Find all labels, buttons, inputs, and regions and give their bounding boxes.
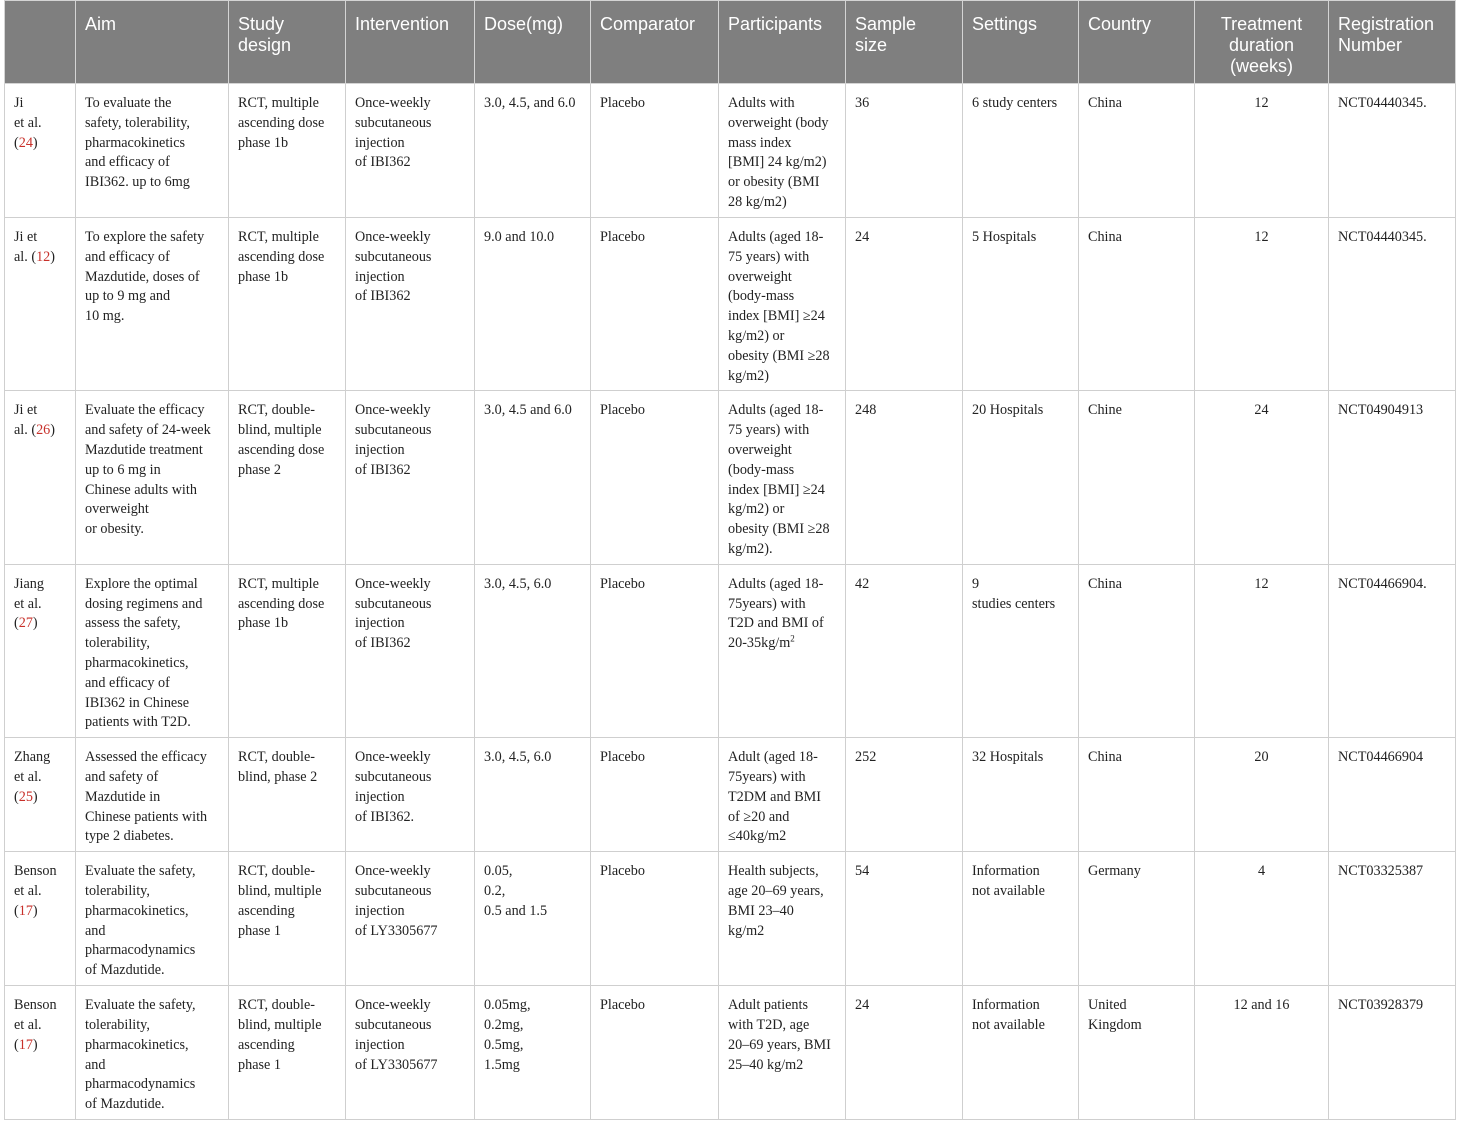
- treatment-duration-cell-text: 20: [1254, 749, 1269, 766]
- aim-cell-text: Assessed the efficacy and safety of Mazdutide in Chinese patients with type 2 diabetes.: [85, 749, 208, 845]
- table-row: [5, 852, 1456, 986]
- header-dose: Dose(mg): [475, 1, 591, 84]
- study-author: Jiang et al. (: [14, 575, 44, 632]
- settings-cell-text: 6 study centers: [972, 95, 1058, 111]
- participants-cell: [719, 564, 846, 737]
- header-settings: Settings: [963, 1, 1079, 84]
- aim-cell-text: Evaluate the efficacy and safety of 24-week Mazdutide treatment up to 6 mg in Chinese adults with overweight or obesity.: [85, 402, 211, 538]
- dose-cell: [475, 391, 591, 564]
- study-author: Benson et al. (: [14, 863, 57, 919]
- reference-link[interactable]: 12: [36, 248, 51, 265]
- participants-cell-text: Adults with overweight (body mass index [BMI] 24 kg/m2) or obesity (BMI 28 kg/m2): [728, 95, 829, 210]
- superscript: 2: [790, 633, 795, 644]
- treatment-duration-cell-text: 4: [1257, 863, 1266, 880]
- comparator-cell: [591, 738, 719, 852]
- country-cell: [1079, 738, 1195, 852]
- dose-cell-text: 3.0, 4.5, and 6.0: [484, 95, 576, 111]
- treatment-duration-cell-text: 12: [1254, 575, 1269, 592]
- study-design-cell: [229, 391, 346, 564]
- aim-cell: [76, 391, 229, 564]
- treatment-duration-cell: [1195, 738, 1329, 852]
- sample-size-cell-text: 36: [855, 95, 870, 111]
- registration-number-cell: [1329, 738, 1456, 852]
- reference-link[interactable]: 27: [18, 615, 33, 632]
- intervention-cell-text: Once-weekly subcutaneous injection of LY3305677: [355, 863, 438, 939]
- dose-cell-text: 3.0, 4.5, 6.0: [484, 749, 552, 766]
- dose-cell-text: 0.05mg, 0.2mg, 0.5mg, 1.5mg: [484, 997, 531, 1073]
- participants-cell-text: Adults (aged 18- 75years) with T2D and BMI of 20-35kg/m: [728, 575, 824, 652]
- settings-cell: [963, 986, 1079, 1120]
- sample-size-cell: [846, 218, 963, 391]
- study-design-cell-text: RCT, double- blind, phase 2: [238, 749, 318, 785]
- intervention-cell: [346, 84, 475, 218]
- aim-cell-text: To explore the safety and efficacy of Mazdutide, doses of up to 9 mg and 10 mg.: [85, 229, 205, 325]
- treatment-duration-cell-text: 24: [1254, 402, 1269, 419]
- dose-cell-text: 0.05, 0.2, 0.5 and 1.5: [484, 863, 548, 919]
- comparator-cell-text: Placebo: [600, 863, 645, 880]
- country-cell-text: China: [1088, 749, 1122, 766]
- study-design-cell-text: RCT, double- blind, multiple ascending phase 1: [238, 997, 322, 1073]
- intervention-cell: [346, 986, 475, 1120]
- study-ref-close: ): [50, 248, 55, 265]
- treatment-duration-cell: [1195, 986, 1329, 1120]
- registration-number-cell-text: NCT04440345.: [1338, 229, 1427, 245]
- intervention-cell: [346, 218, 475, 391]
- header-participants: Participants: [719, 1, 846, 84]
- aim-cell: [76, 852, 229, 986]
- study-cell: [5, 986, 76, 1120]
- treatment-duration-cell-text: 12: [1254, 95, 1269, 111]
- comparator-cell: [591, 391, 719, 564]
- study-design-cell: [229, 738, 346, 852]
- participants-cell-text: Adults (aged 18- 75 years) with overweight (body-mass index [BMI] ≥24 kg/m2) or obesity (BMI ≥28 kg/m2).: [728, 402, 830, 557]
- study-design-cell-text: RCT, multiple ascending dose phase 1b: [238, 575, 325, 632]
- header-treatment-duration: Treatment duration (weeks): [1195, 1, 1329, 84]
- sample-size-cell-text: 54: [855, 863, 870, 880]
- registration-number-cell-text: NCT04440345.: [1338, 95, 1427, 111]
- settings-cell: [963, 218, 1079, 391]
- participants-cell-text: Adult patients with T2D, age 20–69 years, BMI 25–40 kg/m2: [728, 997, 831, 1073]
- country-cell-text: China: [1088, 229, 1122, 245]
- comparator-cell-text: Placebo: [600, 997, 645, 1014]
- participants-cell: [719, 218, 846, 391]
- study-ref-close: ): [50, 422, 55, 439]
- registration-number-cell-text: NCT03928379: [1338, 997, 1424, 1014]
- header-row: [5, 1, 1456, 84]
- country-cell: [1079, 564, 1195, 737]
- aim-cell: [76, 564, 229, 737]
- settings-cell: [963, 738, 1079, 852]
- country-cell-text: Chine: [1088, 402, 1122, 419]
- study-design-cell-text: RCT, multiple ascending dose phase 1b: [238, 229, 325, 285]
- comparator-cell: [591, 852, 719, 986]
- reference-link[interactable]: 17: [18, 902, 33, 919]
- participants-cell-text: Adult (aged 18- 75years) with T2DM and BMI of ≥20 and ≤40kg/m2: [728, 749, 822, 845]
- dose-cell-text: 3.0, 4.5, 6.0: [484, 575, 552, 592]
- table-row: [5, 738, 1456, 852]
- header-registration-number: Registration Number: [1329, 1, 1456, 84]
- treatment-duration-cell: [1195, 852, 1329, 986]
- dose-cell: [475, 218, 591, 391]
- registration-number-cell: [1329, 391, 1456, 564]
- settings-cell-text: Information not available: [972, 863, 1045, 899]
- header-sample-size: Sample size: [846, 1, 963, 84]
- study-cell: [5, 391, 76, 564]
- country-cell: [1079, 391, 1195, 564]
- study-cell: [5, 738, 76, 852]
- participants-cell: [719, 986, 846, 1120]
- study-design-cell: [229, 986, 346, 1120]
- study-design-cell: [229, 218, 346, 391]
- sample-size-cell-text: 252: [855, 749, 877, 766]
- comparator-cell-text: Placebo: [600, 95, 645, 111]
- comparator-cell: [591, 218, 719, 391]
- aim-cell: [76, 986, 229, 1120]
- intervention-cell-text: Once-weekly subcutaneous injection of IBI362: [355, 575, 432, 652]
- comparator-cell: [591, 84, 719, 218]
- dose-cell-text: 3.0, 4.5 and 6.0: [484, 402, 572, 419]
- treatment-duration-cell: [1195, 218, 1329, 391]
- table-row: [5, 391, 1456, 564]
- sample-size-cell: [846, 84, 963, 218]
- sample-size-cell: [846, 391, 963, 564]
- participants-cell: [719, 852, 846, 986]
- header-study-design: Study design: [229, 1, 346, 84]
- reference-link[interactable]: 26: [36, 422, 51, 439]
- header-aim: Aim: [76, 1, 229, 84]
- dose-cell-text: 9.0 and 10.0: [484, 229, 555, 245]
- sample-size-cell-text: 24: [855, 229, 870, 245]
- header-intervention: Intervention: [346, 1, 475, 84]
- sample-size-cell: [846, 986, 963, 1120]
- intervention-cell-text: Once-weekly subcutaneous injection of IBI362: [355, 95, 432, 171]
- reference-link[interactable]: 17: [18, 1036, 33, 1053]
- study-ref-close: ): [32, 902, 38, 919]
- treatment-duration-cell: [1195, 391, 1329, 564]
- study-design-cell: [229, 852, 346, 986]
- study-ref-close: ): [32, 1036, 38, 1053]
- settings-cell-text: 5 Hospitals: [972, 229, 1037, 245]
- participants-cell-text: Adults (aged 18- 75 years) with overweight (body-mass index [BMI] ≥24 kg/m2) or obesity (BMI ≥28 kg/m2): [728, 229, 830, 384]
- dose-cell: [475, 564, 591, 737]
- settings-cell-text: 9 studies centers: [972, 575, 1056, 612]
- registration-number-cell-text: NCT03325387: [1338, 863, 1424, 880]
- comparator-cell: [591, 986, 719, 1120]
- dose-cell: [475, 84, 591, 218]
- study-cell: [5, 218, 76, 391]
- country-cell-text: Germany: [1088, 863, 1141, 880]
- country-cell-text: China: [1088, 575, 1122, 592]
- dose-cell: [475, 852, 591, 986]
- study-design-cell-text: RCT, double- blind, multiple ascending dose phase 2: [238, 402, 325, 478]
- sample-size-cell: [846, 564, 963, 737]
- study-author: Ji et al. (: [14, 95, 42, 151]
- table-row: [5, 84, 1456, 218]
- registration-number-cell: [1329, 986, 1456, 1120]
- table-row: [5, 564, 1456, 737]
- settings-cell: [963, 84, 1079, 218]
- study-cell: [5, 852, 76, 986]
- intervention-cell: [346, 738, 475, 852]
- study-author: Zhang et al. (: [14, 749, 51, 805]
- settings-cell: [963, 852, 1079, 986]
- study-design-cell: [229, 84, 346, 218]
- treatment-duration-cell: [1195, 84, 1329, 218]
- registration-number-cell-text: NCT04466904: [1338, 749, 1424, 766]
- study-cell: [5, 84, 76, 218]
- sample-size-cell: [846, 738, 963, 852]
- study-characteristics-table: [4, 0, 1456, 1120]
- table-row: [5, 986, 1456, 1120]
- participants-cell: [719, 738, 846, 852]
- header-country: Country: [1079, 1, 1195, 84]
- sample-size-cell-text: 248: [855, 402, 877, 419]
- intervention-cell: [346, 852, 475, 986]
- study-ref-close: ): [32, 788, 38, 805]
- aim-cell: [76, 218, 229, 391]
- aim-cell-text: Evaluate the safety, tolerability, pharmacokinetics, and pharmacodynamics of Mazdutide.: [85, 997, 196, 1113]
- intervention-cell-text: Once-weekly subcutaneous injection of LY3305677: [355, 997, 438, 1073]
- registration-number-cell: [1329, 852, 1456, 986]
- registration-number-cell: [1329, 84, 1456, 218]
- treatment-duration-cell: [1195, 564, 1329, 737]
- study-ref-close: ): [32, 615, 38, 632]
- aim-cell-text: Explore the optimal dosing regimens and assess the safety, tolerability, pharmacokinetics, and efficacy of IBI362 in Chinese patients with T2D.: [85, 575, 203, 731]
- participants-cell: [719, 84, 846, 218]
- registration-number-cell-text: NCT04466904.: [1338, 575, 1427, 592]
- study-design-cell: [229, 564, 346, 737]
- aim-cell: [76, 84, 229, 218]
- header-comparator: Comparator: [591, 1, 719, 84]
- settings-cell: [963, 564, 1079, 737]
- participants-cell-text: Health subjects, age 20–69 years, BMI 23–40 kg/m2: [728, 863, 824, 939]
- study-author: Ji et al. (: [14, 229, 38, 265]
- study-design-cell-text: RCT, multiple ascending dose phase 1b: [238, 95, 325, 151]
- intervention-cell: [346, 391, 475, 564]
- country-cell-text: China: [1088, 95, 1122, 111]
- country-cell-text: United Kingdom: [1088, 997, 1142, 1033]
- intervention-cell-text: Once-weekly subcutaneous injection of IBI362.: [355, 749, 432, 825]
- participants-cell: [719, 391, 846, 564]
- comparator-cell-text: Placebo: [600, 402, 645, 419]
- intervention-cell-text: Once-weekly subcutaneous injection of IBI362: [355, 229, 432, 305]
- aim-cell-text: Evaluate the safety, tolerability, pharmacokinetics, and pharmacodynamics of Mazdutide.: [85, 863, 196, 979]
- treatment-duration-cell-text: 12: [1254, 229, 1269, 245]
- aim-cell: [76, 738, 229, 852]
- settings-cell-text: Information not available: [972, 997, 1045, 1033]
- registration-number-cell: [1329, 564, 1456, 737]
- sample-size-cell: [846, 852, 963, 986]
- sample-size-cell-text: 24: [855, 997, 870, 1014]
- country-cell: [1079, 218, 1195, 391]
- comparator-cell-text: Placebo: [600, 749, 645, 766]
- table-row: [5, 218, 1456, 391]
- settings-cell-text: 32 Hospitals: [972, 749, 1044, 766]
- country-cell: [1079, 852, 1195, 986]
- sample-size-cell-text: 42: [855, 575, 870, 592]
- country-cell: [1079, 986, 1195, 1120]
- treatment-duration-cell-text: 12 and 16: [1233, 997, 1290, 1014]
- settings-cell-text: 20 Hospitals: [972, 402, 1044, 419]
- aim-cell-text: To evaluate the safety, tolerability, pharmacokinetics and efficacy of IBI362. up to 6mg: [85, 95, 190, 191]
- comparator-cell-text: Placebo: [600, 575, 645, 592]
- comparator-cell-text: Placebo: [600, 229, 645, 245]
- study-author: Benson et al. (: [14, 997, 57, 1053]
- intervention-cell: [346, 564, 475, 737]
- registration-number-cell-text: NCT04904913: [1338, 402, 1424, 419]
- dose-cell: [475, 986, 591, 1120]
- settings-cell: [963, 391, 1079, 564]
- study-cell: [5, 564, 76, 737]
- dose-cell: [475, 738, 591, 852]
- header-study: [5, 1, 76, 84]
- study-design-cell-text: RCT, double- blind, multiple ascending phase 1: [238, 863, 322, 939]
- reference-link[interactable]: 24: [18, 134, 33, 151]
- country-cell: [1079, 84, 1195, 218]
- registration-number-cell: [1329, 218, 1456, 391]
- comparator-cell: [591, 564, 719, 737]
- study-ref-close: ): [32, 134, 38, 151]
- reference-link[interactable]: 25: [18, 788, 33, 805]
- study-author: Ji et al. (: [14, 402, 38, 439]
- intervention-cell-text: Once-weekly subcutaneous injection of IBI362: [355, 402, 432, 478]
- table-container: [4, 0, 1456, 1120]
